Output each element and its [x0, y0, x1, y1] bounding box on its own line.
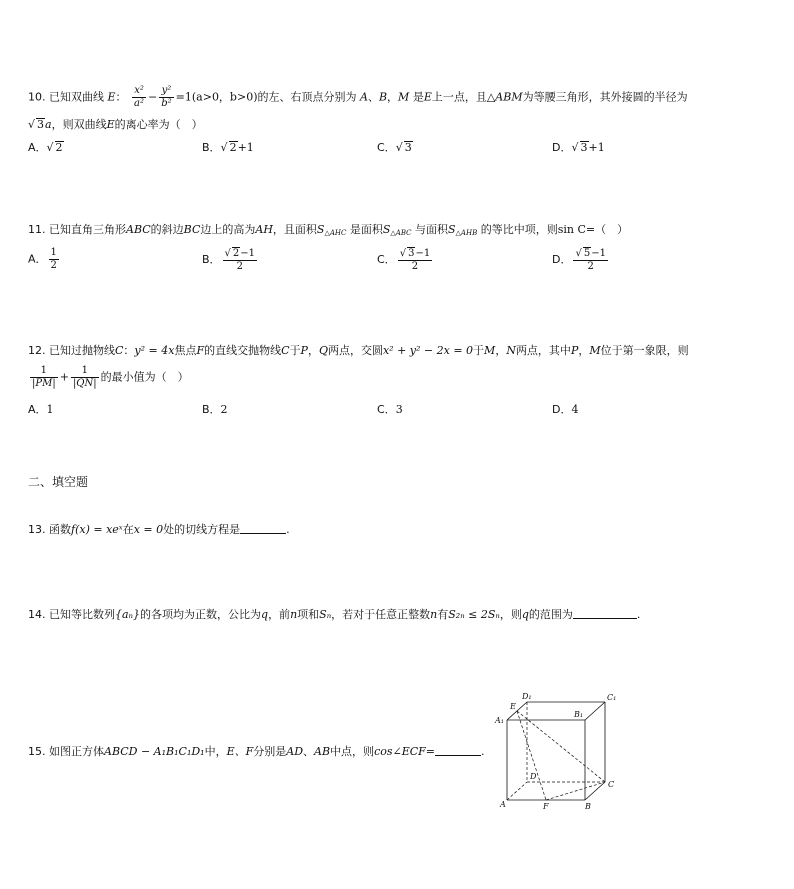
text: 上一点，且 [431, 90, 487, 104]
num-post: −1 [591, 248, 606, 259]
var-AD: AD [286, 745, 304, 758]
var-E: E [107, 90, 116, 104]
q10-line2: √ 3a，则双曲线E的离心率为（ ） [28, 118, 203, 131]
label-B: B [585, 802, 591, 811]
text: 函数 [49, 523, 71, 536]
text: 于 [473, 344, 485, 357]
fraction [49, 247, 59, 272]
q11-option-b[interactable] [202, 247, 259, 273]
label-E: E [510, 702, 516, 711]
cos-ECF: cos∠ECF [374, 745, 426, 758]
var-N: N [506, 344, 516, 357]
cube-figure [490, 690, 630, 815]
q12-line1 [28, 345, 689, 356]
fraction-y2-b2 [159, 85, 173, 110]
text: 在 [122, 523, 134, 536]
inequality: S₂ₙ ≤ 2Sₙ [448, 608, 500, 621]
radicand: 3 [408, 248, 415, 259]
text: 的直线交抛物线 [204, 344, 282, 357]
parabola-equation: y² = 4x [134, 344, 175, 357]
period: . [636, 608, 641, 621]
frac-den: |QN| [72, 378, 97, 389]
text: 已知直角三角形 [49, 223, 126, 236]
label-D1: D₁ [522, 692, 532, 701]
var-C: C [115, 344, 124, 357]
q10-line1 [28, 85, 688, 110]
text: 两点，交圆 [327, 344, 383, 357]
var-P: P [300, 344, 308, 357]
sep: 、 [303, 745, 315, 758]
option-label: D． [552, 141, 572, 154]
radicand: 3 [580, 141, 588, 154]
answer-blank[interactable] [240, 525, 286, 534]
label-F: F [543, 802, 549, 811]
num-post: −1 [240, 248, 256, 259]
q15-line [28, 746, 485, 757]
fraction-1-PM [30, 365, 58, 390]
frac-num: √ 3−1 [399, 248, 431, 259]
text: 为等腰三角形，其外接圆的半径为 [522, 90, 688, 104]
var-B: B [378, 90, 388, 104]
equals: = [425, 745, 436, 758]
var-AH: AH [255, 223, 273, 236]
radicand: 2 [229, 141, 237, 154]
frac-num: 1 [71, 365, 99, 378]
option-label: B． [202, 253, 221, 266]
label-C1: C₁ [607, 693, 617, 702]
label-A: A [500, 800, 506, 809]
text: 两点，其中 [515, 344, 571, 357]
text: ，且面积 [272, 223, 317, 236]
fraction-x2-a2 [132, 85, 146, 110]
var-Q: Q [318, 344, 328, 357]
text: 是 [412, 90, 424, 104]
text: 焦点 [174, 344, 197, 357]
text: 有 [437, 608, 449, 621]
frac-den: 2 [236, 261, 243, 272]
q10-option-d[interactable]: D．√ 3+1 [552, 141, 605, 154]
q11-option-c[interactable] [377, 247, 434, 273]
var-Sn: Sₙ [319, 608, 332, 621]
fraction [223, 247, 258, 273]
sin-C: sin C [557, 223, 586, 236]
question-number: 11. [28, 223, 46, 236]
text: 的范围为 [528, 608, 573, 621]
text: 是面积 [349, 223, 383, 236]
text: 与面积 [415, 223, 448, 236]
sep: ， [578, 344, 590, 357]
var-S: S [382, 223, 391, 236]
text: 的等比中项，则 [480, 223, 558, 236]
q12-line2 [28, 365, 189, 390]
option-label: C． [377, 403, 396, 416]
text: ，则双曲线 [51, 118, 107, 131]
option-value: 4 [571, 403, 579, 416]
text: 于 [289, 344, 301, 357]
radicand: 3 [37, 118, 45, 131]
option-rest: +1 [588, 141, 605, 154]
frac-num: √ 2−1 [224, 248, 256, 259]
subscript: △ABC [390, 229, 412, 237]
q12-option-d[interactable] [552, 404, 578, 415]
colon: ： [115, 90, 127, 104]
num-pre: 1 [50, 247, 57, 258]
triangle-ABM: △ABM [486, 90, 523, 104]
x-equals-0: x = 0 [133, 523, 164, 536]
radicand: 2 [232, 248, 240, 259]
option-value: 2 [220, 403, 228, 416]
subscript: △AHC [324, 229, 347, 237]
text: 如图正方体 [49, 745, 104, 758]
var-AB: AB [314, 745, 331, 758]
minus: − [148, 90, 158, 104]
var-q: q [261, 608, 269, 621]
condition: =1(a>0，b>0) [175, 90, 258, 104]
var-P: P [570, 344, 579, 357]
q12-option-c[interactable] [377, 404, 403, 415]
frac-den: b² [161, 98, 172, 109]
var-E: E [106, 118, 115, 131]
text: 处的切线方程是 [163, 523, 241, 536]
option-label: C． [377, 253, 396, 266]
text: 项和 [297, 608, 320, 621]
text: ，若对于任意正整数 [331, 608, 431, 621]
edge-B1C1 [585, 702, 605, 720]
text: 中， [204, 745, 227, 758]
option-value: 3 [395, 403, 403, 416]
question-number: 14. [28, 608, 46, 621]
q10-option-c[interactable]: C．√ 3 [377, 141, 412, 154]
frac-den: |PM| [32, 378, 56, 389]
frac-den: a² [134, 98, 145, 109]
var-M: M [589, 344, 601, 357]
var-M: M [398, 90, 410, 104]
colon: ： [123, 344, 135, 357]
text: 的左、右顶点分别为 [257, 90, 357, 104]
var-S: S [448, 223, 456, 236]
fraction-1-QN [71, 365, 99, 390]
q10-option-b[interactable]: B．√ 2+1 [202, 141, 254, 154]
question-number: 12. [28, 344, 46, 357]
label-A1: A₁ [495, 716, 504, 725]
frac-den: 2 [587, 261, 594, 272]
option-value: 1 [46, 403, 54, 416]
q12-option-b[interactable] [202, 404, 228, 415]
segment-EF [517, 711, 546, 800]
text: 分别是 [253, 745, 287, 758]
radicand: 2 [55, 141, 63, 154]
var-n: n [430, 608, 438, 621]
frac-den: 2 [411, 261, 419, 272]
option-label: C． [377, 141, 396, 154]
question-number: 15. [28, 745, 46, 758]
question-number: 10. [28, 90, 46, 104]
frac-num [49, 247, 59, 260]
var-E: E [423, 90, 432, 104]
frac-num: √ 5−1 [575, 248, 606, 259]
q11-line1 [28, 224, 628, 237]
cube-name: ABCD − A₁B₁C₁D₁ [104, 745, 205, 758]
answer-blank[interactable] [573, 610, 637, 619]
sep: ， [495, 344, 507, 357]
var-n: n [290, 608, 298, 621]
section-heading: 二、填空题 [28, 475, 89, 489]
option-label: A． [28, 252, 47, 266]
subscript: △AHB [455, 229, 478, 237]
num-post: −1 [415, 248, 431, 259]
option-label: A． [28, 141, 47, 154]
option-label: D． [552, 403, 572, 416]
edge-AD-hidden [507, 782, 527, 800]
circle-equation: x² + y² − 2x = 0 [382, 344, 474, 357]
radicand: 3 [404, 141, 412, 154]
frac-num: x² [132, 85, 146, 98]
var-EF: E、F [226, 745, 254, 758]
text: 的最小值为（ ） [100, 370, 189, 384]
radicand: 5 [583, 248, 591, 259]
text: ，则 [499, 608, 522, 621]
var-S: S [316, 223, 325, 236]
segment-FC [546, 782, 605, 800]
text: =（ ） [585, 223, 629, 236]
text: 中点，则 [330, 745, 375, 758]
fraction [573, 247, 608, 273]
q12-option-a[interactable] [28, 404, 54, 415]
question-number: 13. [28, 523, 46, 536]
sequence: {aₙ} [115, 608, 141, 621]
option-label: A． [28, 403, 47, 416]
fraction [398, 247, 433, 273]
option-label: B． [202, 403, 221, 416]
var-A: A [360, 90, 368, 104]
var-F: F [196, 344, 205, 357]
text: 边上的高为 [200, 223, 256, 236]
period: . [286, 523, 290, 536]
frac-num: y² [159, 85, 173, 98]
q11-option-a[interactable] [28, 247, 61, 272]
frac-num: 1 [30, 365, 58, 378]
option-label: D． [552, 253, 572, 266]
text: 的斜边 [150, 223, 184, 236]
var-q: q [521, 608, 529, 621]
var-C: C [281, 344, 290, 357]
text: 的各项均为正数，公比为 [140, 608, 262, 621]
text: ，前 [268, 608, 291, 621]
text: 位于第一象限，则 [600, 344, 689, 357]
text: 已知双曲线 [49, 90, 104, 104]
sep: 、 [367, 90, 379, 104]
text: 的离心率为（ ） [114, 118, 203, 131]
frac-den: 2 [50, 260, 57, 271]
var-M: M [484, 344, 496, 357]
var-BC: BC [183, 223, 201, 236]
var-ABC: ABC [126, 223, 151, 236]
label-C: C [608, 780, 615, 789]
function-expression: f(x) = xeˣ [71, 523, 123, 536]
q11-option-d[interactable] [552, 247, 610, 273]
label-D: D [530, 772, 537, 781]
q14-line [28, 609, 640, 620]
sep: ， [307, 344, 319, 357]
period: . [481, 745, 485, 758]
plus: + [59, 370, 69, 384]
text: 已知过抛物线 [49, 344, 115, 357]
sep: ， [387, 90, 399, 104]
q13-line [28, 524, 290, 535]
text: 已知等比数列 [49, 608, 115, 621]
var-a: a [45, 118, 52, 131]
answer-blank[interactable] [435, 747, 481, 756]
option-rest: +1 [237, 141, 254, 154]
label-B1: B₁ [574, 710, 584, 719]
q10-option-a[interactable]: A．√ 2 [28, 141, 63, 154]
option-label: B． [202, 141, 221, 154]
